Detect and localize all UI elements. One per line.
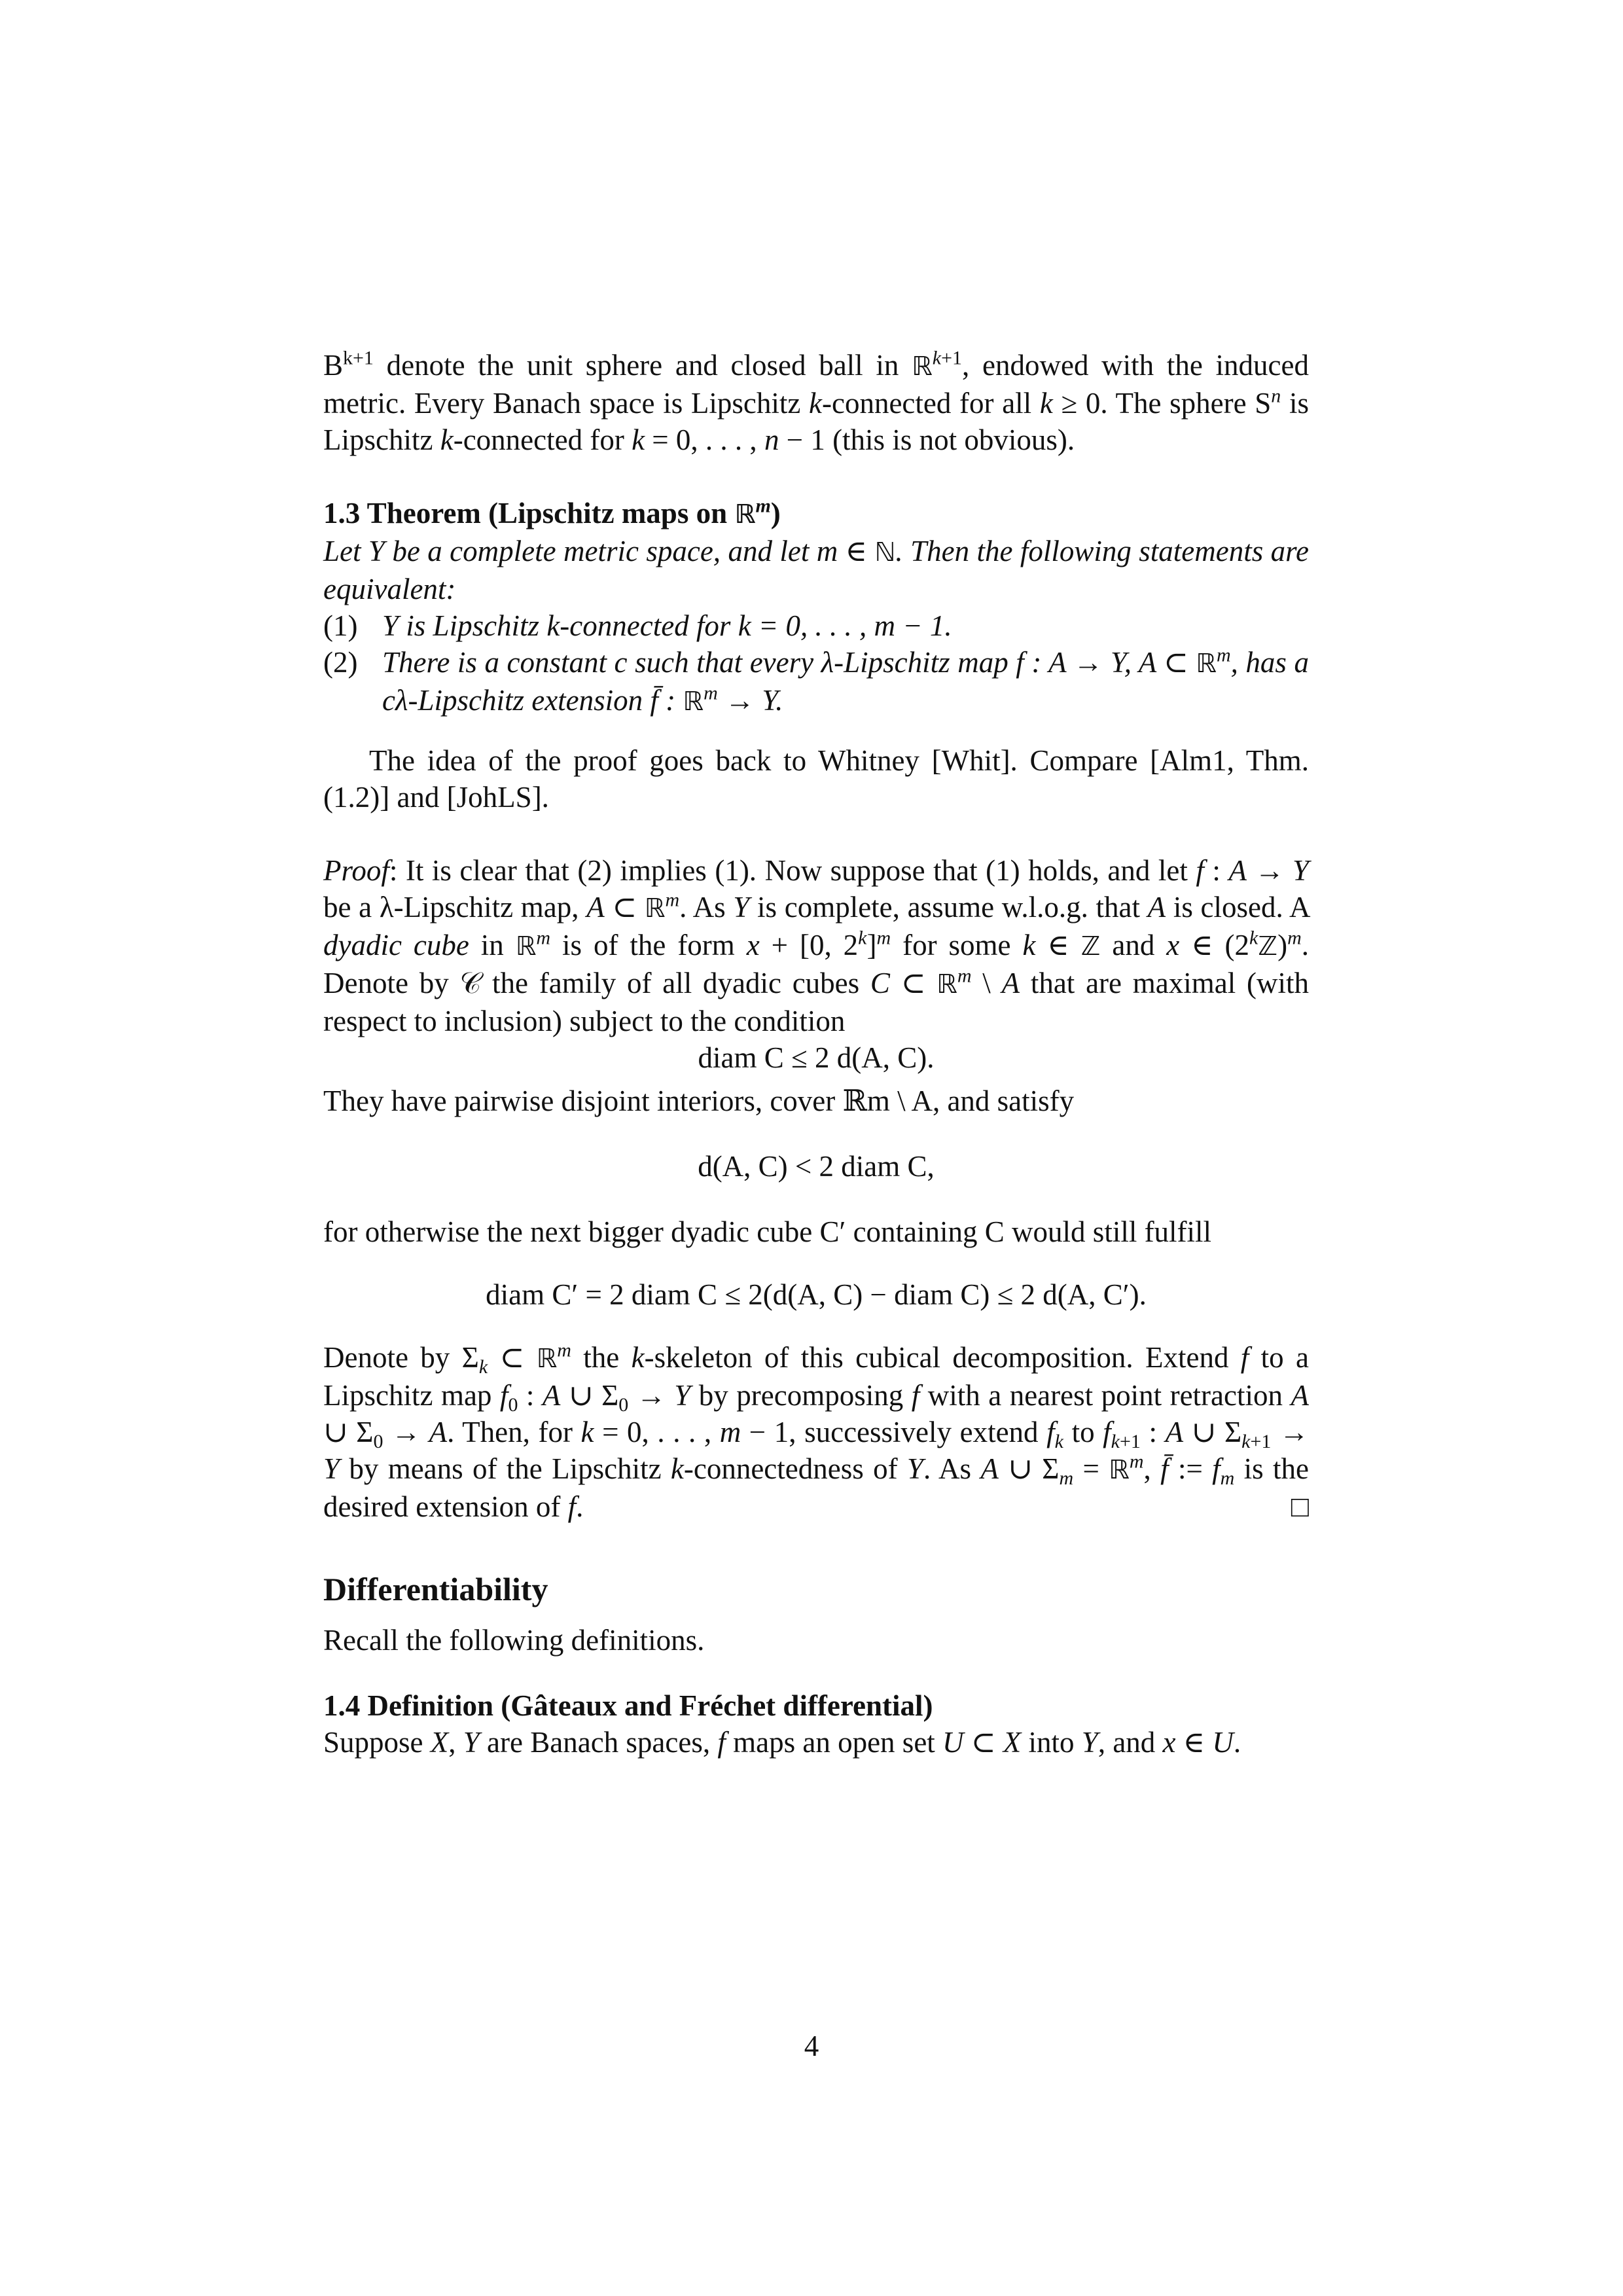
- item-text: Y is Lipschitz k-connected for k = 0, . . . , m − 1.: [382, 609, 952, 642]
- definition-text: Suppose X, Y are Banach spaces, f maps an open set U ⊂ X into Y, and x ∈ U.: [323, 1726, 1241, 1759]
- proof-paragraph-3: for otherwise the next bigger dyadic cube C′ containing C would still fulfill: [323, 1215, 1212, 1248]
- item-number: (1): [323, 609, 358, 642]
- theorem-heading: 1.3 Theorem (Lipschitz maps on ℝ$^m$): [323, 495, 781, 529]
- item-text: There is a constant c such that every λ-Lipschitz map f : A → Y, A ⊂ ℝ$^m$, has a cλ-Lipschitz extension f̄ : ℝ$^m$ → Y.: [382, 644, 1309, 717]
- theorem-item-2: [323, 644, 1309, 720]
- proof-paragraph-2: They have pairwise disjoint interiors, cover ℝm \ A, and satisfy: [323, 1085, 1075, 1117]
- proof-label: Proof: [323, 854, 389, 887]
- intro-paragraph: $B^{k+1}$ denote the unit sphere and closed ball in ℝ$^{k+1}$, endowed with the induced metric. Every Banach space is Lipschitz k-connected for all k ≥ 0. The sphere $S^n$ is Lipschitz k-connected for k = 0, . . . , n − 1 (this is not obvious).: [323, 347, 1309, 456]
- remark-paragraph: The idea of the proof goes back to Whitney [Whit]. Compare [Alm1, Thm. (1.2)] and [JohLS].: [323, 744, 1309, 814]
- section-intro: Recall the following definitions.: [323, 1624, 705, 1657]
- theorem-statement: Let Y be a complete metric space, and let m ∈ ℕ. Then the following statements are equivalent:: [323, 535, 1309, 605]
- qed-symbol: □: [1291, 1490, 1309, 1523]
- equation-1: diam C ≤ 2 d(A, C).: [698, 1041, 935, 1074]
- proof-paragraph-1: Proof: It is clear that (2) implies (1). Now suppose that (1) holds, and let f : A → Y be a λ-Lipschitz map, A ⊂ ℝ$^m$. As Y is complete, assume w.l.o.g. that A is closed. A dyadic cube in ℝ$^m$ is of the form x + [0, 2$^k$]$^m$ for some k ∈ ℤ and x ∈ (2$^k$ℤ)$^m$. Denote by 𝒞 the family of all dyadic cubes C ⊂ ℝ$^m$ \ A that are maximal (with respect to inclusion) subject to the condition: [323, 854, 1310, 1037]
- section-title: Differentiability: [323, 1571, 548, 1607]
- equation-3: diam C′ = 2 diam C ≤ 2(d(A, C) − diam C) ≤ 2 d(A, C′).: [486, 1278, 1147, 1311]
- page-body: [323, 347, 1309, 1761]
- definition-heading: 1.4 Definition (Gâteaux and Fréchet differential): [323, 1689, 933, 1722]
- item-number: (2): [323, 646, 358, 679]
- equation-2: d(A, C) < 2 diam C,: [698, 1150, 935, 1183]
- proof-paragraph-4: Denote by $\Sigma_k$ ⊂ ℝ$^m$ the k-skeleton of this cubical decomposition. Extend f to a Lipschitz map $f_0$ : A ∪ $\Sigma_0 \to Y$ by precomposing f with a nearest point retraction A ∪ $\Sigma_0 \to A$. Then, for k = 0, . . . , m − 1, successively extend $f_k$ to $f_{k+1}$ : A ∪ $\Sigma_{k+1} \to Y$ by means of the Lipschitz k-connectedness of Y. As A ∪ $\Sigma_m$ = ℝ$^m$, f̄ := $f_m$ is the desired extension of f. □: [323, 1339, 1309, 1525]
- page-number: 4: [804, 2030, 819, 2062]
- theorem-item-1: [323, 607, 1309, 644]
